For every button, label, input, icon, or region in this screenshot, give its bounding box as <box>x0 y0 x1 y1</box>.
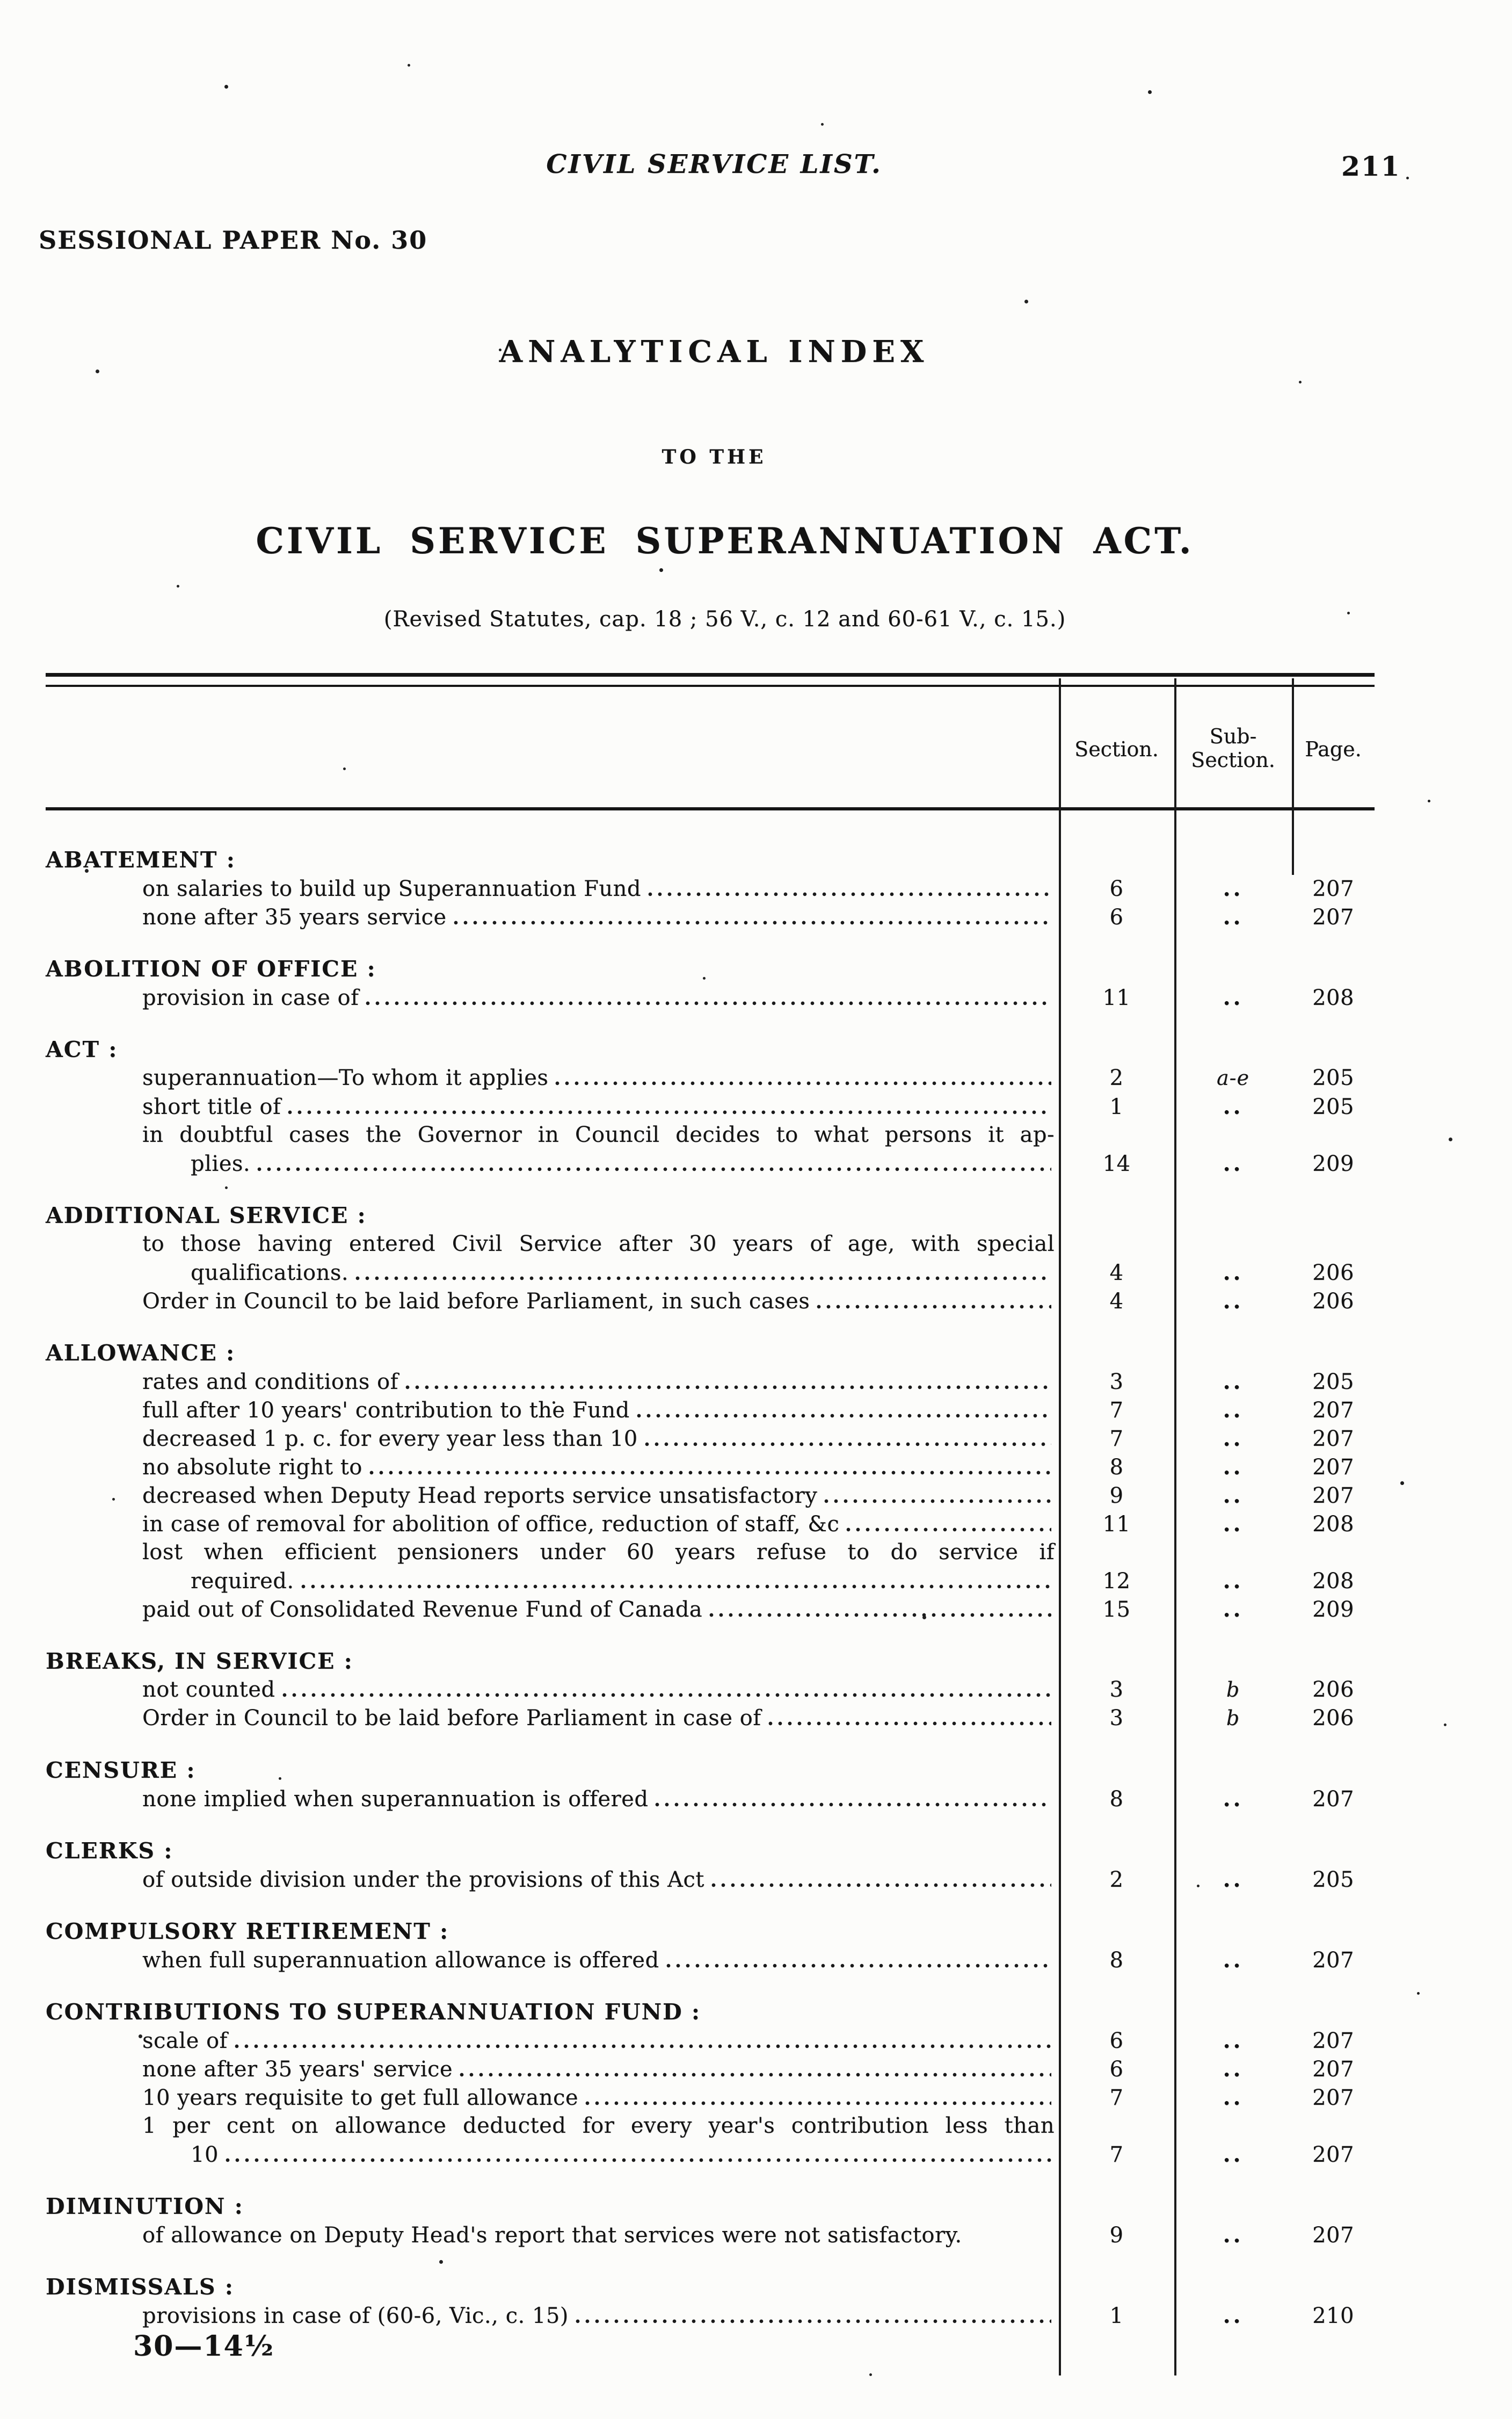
entry-text-zone <box>46 2221 1059 2250</box>
entry-text-zone <box>46 1704 1059 1733</box>
page-value: 207 <box>1292 2055 1375 2419</box>
table-top-rule <box>46 673 1375 677</box>
entry-text-zone <box>46 875 1059 903</box>
entry-text-zone <box>46 1368 1059 1396</box>
index-group-heading <box>46 1917 1375 1946</box>
subsection-value: .. <box>1223 904 1244 930</box>
entry-text: provisions in case of (60-6, Vic., c. 15) <box>142 2304 569 2328</box>
subsection-value: .. <box>1223 1151 1244 1176</box>
entry-text-zone <box>46 984 1059 1012</box>
entry-text: required. <box>191 1569 294 1594</box>
index-entry-wrap-line <box>46 2112 1375 2140</box>
entry-text-zone <box>46 1866 1059 1894</box>
dot-leader <box>573 2319 1051 2324</box>
index-entry <box>46 1149 1375 1178</box>
index-entry <box>46 1865 1375 1894</box>
entry-wrap-text: lost when efficient pensioners under 60 years refuse to do service if <box>142 1540 1055 1565</box>
section-value: 1 <box>1109 2304 1124 2328</box>
page-value: 206 <box>1292 1287 1375 2419</box>
dot-leader <box>634 1413 1051 1418</box>
entry-text: paid out of Consolidated Revenue Fund of Canada <box>142 1597 703 1622</box>
page-value: 210 <box>1292 2302 1375 2419</box>
section-value: 7 <box>1109 2085 1124 2110</box>
index-group-heading-text: DIMINUTION : <box>46 2193 244 2219</box>
subsection-value: .. <box>1223 1483 1244 1508</box>
entry-text: plies. <box>191 1151 251 1176</box>
index-entry <box>46 1453 1375 1481</box>
index-group-heading <box>46 1201 1375 1230</box>
dot-leader <box>814 1304 1051 1309</box>
index-group-heading-text: CONTRIBUTIONS TO SUPERANNUATION FUND : <box>46 1999 701 2025</box>
index-group-heading-text: BREAKS, IN SERVICE : <box>46 1648 353 1674</box>
dot-leader <box>642 1442 1051 1447</box>
entry-wrap-text-zone <box>46 1121 1059 1149</box>
entry-text-zone <box>46 1785 1059 1814</box>
entry-text: on salaries to build up Superannuation Fund <box>142 877 641 901</box>
subsection-value: .. <box>1223 1568 1244 1594</box>
dot-leader <box>844 1527 1051 1532</box>
entry-text-zone <box>46 1425 1059 1453</box>
page-value: 208 <box>1292 1567 1375 2419</box>
section-value: 7 <box>1109 1426 1124 1451</box>
dot-leader <box>353 1276 1051 1281</box>
section-value: 11 <box>1102 1512 1131 1537</box>
scan-noise <box>0 0 2 2</box>
dot-leader <box>652 1802 1051 1807</box>
subsection-value: .. <box>1223 2142 1244 2167</box>
section-value: 3 <box>1109 1370 1124 1394</box>
footer-signature: 30—14½ <box>133 2330 274 2363</box>
entry-text-zone <box>46 1946 1059 1975</box>
entry-text-zone <box>46 903 1059 932</box>
subsection-value: .. <box>1223 1397 1244 1423</box>
column-header-subsection-line1: Sub- <box>1209 725 1257 748</box>
page-value: 207 <box>1292 1396 1375 2419</box>
column-header-subsection-line2: Section. <box>1191 748 1275 772</box>
entry-text: none after 35 years service <box>142 905 447 930</box>
page-value: 207 <box>1292 2027 1375 2419</box>
section-value: 9 <box>1109 2223 1124 2248</box>
act-citation: (Revised Statutes, cap. 18 ; 56 V., c. 12 and 60-61 V., c. 15.) <box>383 607 1066 632</box>
section-value: 3 <box>1109 1706 1124 1730</box>
entry-text-zone <box>46 1093 1059 1121</box>
index-entry <box>46 1676 1375 1704</box>
title-connector: TO THE <box>662 446 767 468</box>
entry-text-zone <box>46 1259 1059 1287</box>
index-entry <box>46 1424 1375 1453</box>
subsection-value: .. <box>1223 985 1244 1010</box>
entry-text: decreased when Deputy Head reports service unsatisfactory <box>142 1483 818 1508</box>
dot-leader <box>457 2072 1051 2077</box>
entry-text: when full superannuation allowance is offered <box>142 1948 659 1973</box>
entry-text: superannuation—To whom it applies <box>142 1066 549 1090</box>
dot-leader <box>645 892 1051 897</box>
entry-text: qualifications. <box>191 1261 349 1285</box>
index-entry <box>46 2140 1375 2169</box>
entry-text-zone <box>46 1596 1059 1624</box>
section-value: 2 <box>1109 1867 1124 1892</box>
dot-leader <box>367 1470 1051 1475</box>
column-header-subsection <box>1174 725 1292 772</box>
index-group-heading-text: ALLOWANCE : <box>46 1340 236 1366</box>
section-value: 12 <box>1102 1569 1131 1594</box>
page-value: 206 <box>1292 1676 1375 2419</box>
entry-text-zone <box>46 1482 1059 1510</box>
entry-text-zone <box>46 2027 1059 2055</box>
entry-text-zone <box>46 1453 1059 1482</box>
dot-leader <box>709 1882 1051 1888</box>
subsection-value: .. <box>1223 2028 1244 2053</box>
entry-text: rates and conditions of <box>142 1370 398 1394</box>
entry-text: not counted <box>142 1677 275 1702</box>
page-value: 208 <box>1292 984 1375 2419</box>
index-group-heading <box>46 846 1375 874</box>
page-value: 207 <box>1292 1425 1375 2419</box>
index-group-heading-text: ADDITIONAL SERVICE : <box>46 1203 367 1228</box>
subsection-value: .. <box>1223 1454 1244 1480</box>
entry-text-zone <box>46 1287 1059 1316</box>
index-entry-wrap-line <box>46 1121 1375 1149</box>
index-group-heading <box>46 1837 1375 1865</box>
entry-wrap-text-zone <box>46 1230 1059 1258</box>
entry-text-zone <box>46 1567 1059 1596</box>
subsection-value: .. <box>1223 1094 1244 1119</box>
index-entry <box>46 1481 1375 1510</box>
index-group-heading-text: CLERKS : <box>46 1838 173 1864</box>
entry-wrap-text: in doubtful cases the Governor in Council decides to what persons it ap- <box>142 1122 1055 1147</box>
index-entry-wrap-line <box>46 1230 1375 1258</box>
subsection-value: .. <box>1223 1260 1244 1285</box>
dot-leader <box>223 2157 1051 2163</box>
index-group-heading-text: ABATEMENT : <box>46 847 236 873</box>
entry-wrap-text-zone <box>46 1538 1059 1567</box>
page-value: 207 <box>1292 2221 1375 2419</box>
subsection-value: .. <box>1223 2085 1244 2110</box>
entry-text-zone <box>46 1510 1059 1539</box>
section-value: 3 <box>1109 1677 1124 1702</box>
index-group-heading-text: COMPULSORY RETIREMENT : <box>46 1918 449 1944</box>
entry-text-zone <box>46 1396 1059 1425</box>
index-group-heading <box>46 1756 1375 1785</box>
index-entry <box>46 1704 1375 1733</box>
index-entry <box>46 1064 1375 1092</box>
dot-leader <box>403 1385 1051 1390</box>
entry-text: of allowance on Deputy Head's report that services were not satisfactory. <box>142 2223 962 2248</box>
index-entry <box>46 1785 1375 1813</box>
index-entry <box>46 1092 1375 1121</box>
section-value: 1 <box>1109 1095 1124 1119</box>
dot-leader <box>232 2044 1051 2049</box>
entry-text: scale of <box>142 2029 228 2053</box>
index-entry <box>46 1396 1375 1424</box>
page-value: 205 <box>1292 1093 1375 2419</box>
sessional-paper-label: SESSIONAL PAPER No. 30 <box>39 226 428 255</box>
section-value: 7 <box>1109 1398 1124 1423</box>
index-rows <box>46 822 1375 2330</box>
entry-text: Order in Council to be laid before Parliament, in such cases <box>142 1289 810 1314</box>
subsection-value: .. <box>1223 1867 1244 1892</box>
section-value: 8 <box>1109 1948 1124 1973</box>
section-value: 4 <box>1109 1289 1124 1314</box>
index-group-heading-text: CENSURE : <box>46 1757 196 1783</box>
index-group-heading-text: DISMISSALS : <box>46 2274 234 2300</box>
index-entry <box>46 1367 1375 1396</box>
subsection-value: .. <box>1223 1426 1244 1451</box>
entry-text: decreased 1 p. c. for every year less than 10 <box>142 1426 638 1451</box>
entry-text: of outside division under the provisions of this Act <box>142 1867 704 1892</box>
entry-text: none after 35 years' service <box>142 2057 453 2082</box>
entry-text-zone <box>46 1150 1059 1178</box>
page-value: 207 <box>1292 2084 1375 2419</box>
page-value: 206 <box>1292 1259 1375 2419</box>
entry-text: 10 years requisite to get full allowance <box>142 2085 579 2110</box>
section-value: 15 <box>1102 1597 1131 1622</box>
dot-leader <box>583 2101 1051 2106</box>
subsection-value: .. <box>1223 2056 1244 2082</box>
entry-text: short title of <box>142 1095 281 1119</box>
dot-leader <box>363 1001 1051 1006</box>
dot-leader <box>664 1963 1051 1968</box>
section-value: 4 <box>1109 1261 1124 1285</box>
section-value: 6 <box>1109 877 1124 901</box>
entry-wrap-text: 1 per cent on allowance deducted for every year's contribution less than <box>142 2113 1055 2138</box>
subsection-value: .. <box>1223 876 1244 901</box>
page-value: 205 <box>1292 1064 1375 2419</box>
section-value: 9 <box>1109 1483 1124 1508</box>
dot-leader <box>966 2238 1051 2243</box>
page-value: 207 <box>1292 875 1375 2419</box>
page-value: 209 <box>1292 1150 1375 2419</box>
act-title: CIVIL SERVICE SUPERANNUATION ACT. <box>256 520 1194 562</box>
dot-leader <box>822 1498 1051 1504</box>
index-entry-wrap-line <box>46 1538 1375 1567</box>
section-value: 6 <box>1109 2057 1124 2082</box>
page-value: 207 <box>1292 1785 1375 2419</box>
subsection-value: .. <box>1223 1597 1244 1622</box>
entry-text: 10 <box>191 2142 219 2167</box>
index-group-heading <box>46 2192 1375 2221</box>
section-value: 8 <box>1109 1455 1124 1480</box>
section-value: 6 <box>1109 905 1124 930</box>
section-value: 2 <box>1109 1066 1124 1090</box>
page-value: 209 <box>1292 1596 1375 2419</box>
index-group-heading-text: ACT : <box>46 1037 118 1062</box>
entry-wrap-text-zone <box>46 2112 1059 2140</box>
index-entry <box>46 983 1375 1012</box>
index-title: ANALYTICAL INDEX <box>499 334 929 370</box>
page-value: 205 <box>1292 1368 1375 2419</box>
index-entry <box>46 2055 1375 2083</box>
index-group-heading <box>46 1647 1375 1676</box>
index-entry <box>46 2301 1375 2330</box>
index-entry <box>46 1595 1375 1624</box>
entry-text: provision in case of <box>142 986 359 1010</box>
dot-leader <box>285 1110 1051 1115</box>
table-header-row <box>1059 725 1375 772</box>
subsection-value: b <box>1226 1678 1240 1701</box>
dot-leader <box>451 920 1051 925</box>
page-value: 207 <box>1292 903 1375 2419</box>
dot-leader <box>299 1584 1051 1589</box>
dot-leader <box>255 1167 1051 1172</box>
entry-text-zone <box>46 1676 1059 1704</box>
subsection-value: .. <box>1223 2222 1244 2248</box>
subsection-value: .. <box>1223 1786 1244 1812</box>
page-value: 208 <box>1292 1510 1375 2419</box>
index-group-heading <box>46 1339 1375 1367</box>
entry-text: Order in Council to be laid before Parliament in case of <box>142 1706 761 1730</box>
index-group-heading <box>46 2273 1375 2301</box>
entry-text-zone <box>46 2084 1059 2112</box>
entry-text: no absolute right to <box>142 1455 362 1480</box>
index-entry <box>46 2221 1375 2249</box>
entry-text: full after 10 years' contribution to the Fund <box>142 1398 630 1423</box>
index-entry <box>46 1567 1375 1595</box>
page-value: 207 <box>1292 1946 1375 2419</box>
section-value: 11 <box>1102 986 1131 1010</box>
subsection-value: b <box>1226 1706 1240 1730</box>
page-value: 207 <box>1292 2141 1375 2419</box>
section-value: 14 <box>1102 1151 1131 1176</box>
index-entry <box>46 1258 1375 1287</box>
index-group-heading-text: ABOLITION OF OFFICE : <box>46 956 376 982</box>
subsection-value: .. <box>1223 1947 1244 1973</box>
subsection-value: .. <box>1223 1511 1244 1537</box>
running-header-title: CIVIL SERVICE LIST. <box>546 149 882 179</box>
column-header-page: Page. <box>1305 737 1362 761</box>
index-entry <box>46 903 1375 931</box>
section-value: 6 <box>1109 2029 1124 2053</box>
index-entry <box>46 2026 1375 2055</box>
entry-text-zone <box>46 2302 1059 2330</box>
page-value: 205 <box>1292 1866 1375 2419</box>
index-entry <box>46 1287 1375 1315</box>
entry-text-zone <box>46 1064 1059 1092</box>
entry-text: in case of removal for abolition of office, reduction of staff, &c <box>142 1512 840 1537</box>
column-header-section: Section. <box>1074 737 1159 761</box>
index-entry <box>46 874 1375 903</box>
entry-text: none implied when superannuation is offered <box>142 1787 649 1812</box>
index-entry <box>46 1946 1375 1974</box>
dot-leader <box>766 1721 1052 1726</box>
index-group-heading <box>46 1998 1375 2026</box>
subsection-value: .. <box>1223 1288 1244 1314</box>
subsection-value: .. <box>1223 1369 1244 1394</box>
dot-leader <box>280 1692 1052 1698</box>
page-value: 206 <box>1292 1704 1375 2419</box>
entry-text-zone <box>46 2055 1059 2084</box>
index-entry <box>46 2083 1375 2112</box>
index-group-heading <box>46 955 1375 983</box>
section-value: 8 <box>1109 1787 1124 1812</box>
subsection-value: a-e <box>1217 1066 1249 1090</box>
page-value: 207 <box>1292 1482 1375 2419</box>
page-value: 207 <box>1292 1453 1375 2419</box>
entry-text-zone <box>46 2141 1059 2169</box>
index-group-heading <box>46 1035 1375 1064</box>
entry-wrap-text: to those having entered Civil Service after 30 years of age, with special <box>142 1232 1055 1256</box>
page-number: 211 <box>1341 150 1401 182</box>
subsection-value: .. <box>1223 2303 1244 2328</box>
index-entry <box>46 1510 1375 1538</box>
dot-leader <box>707 1612 1051 1618</box>
section-value: 7 <box>1109 2142 1124 2167</box>
dot-leader <box>553 1081 1051 1086</box>
